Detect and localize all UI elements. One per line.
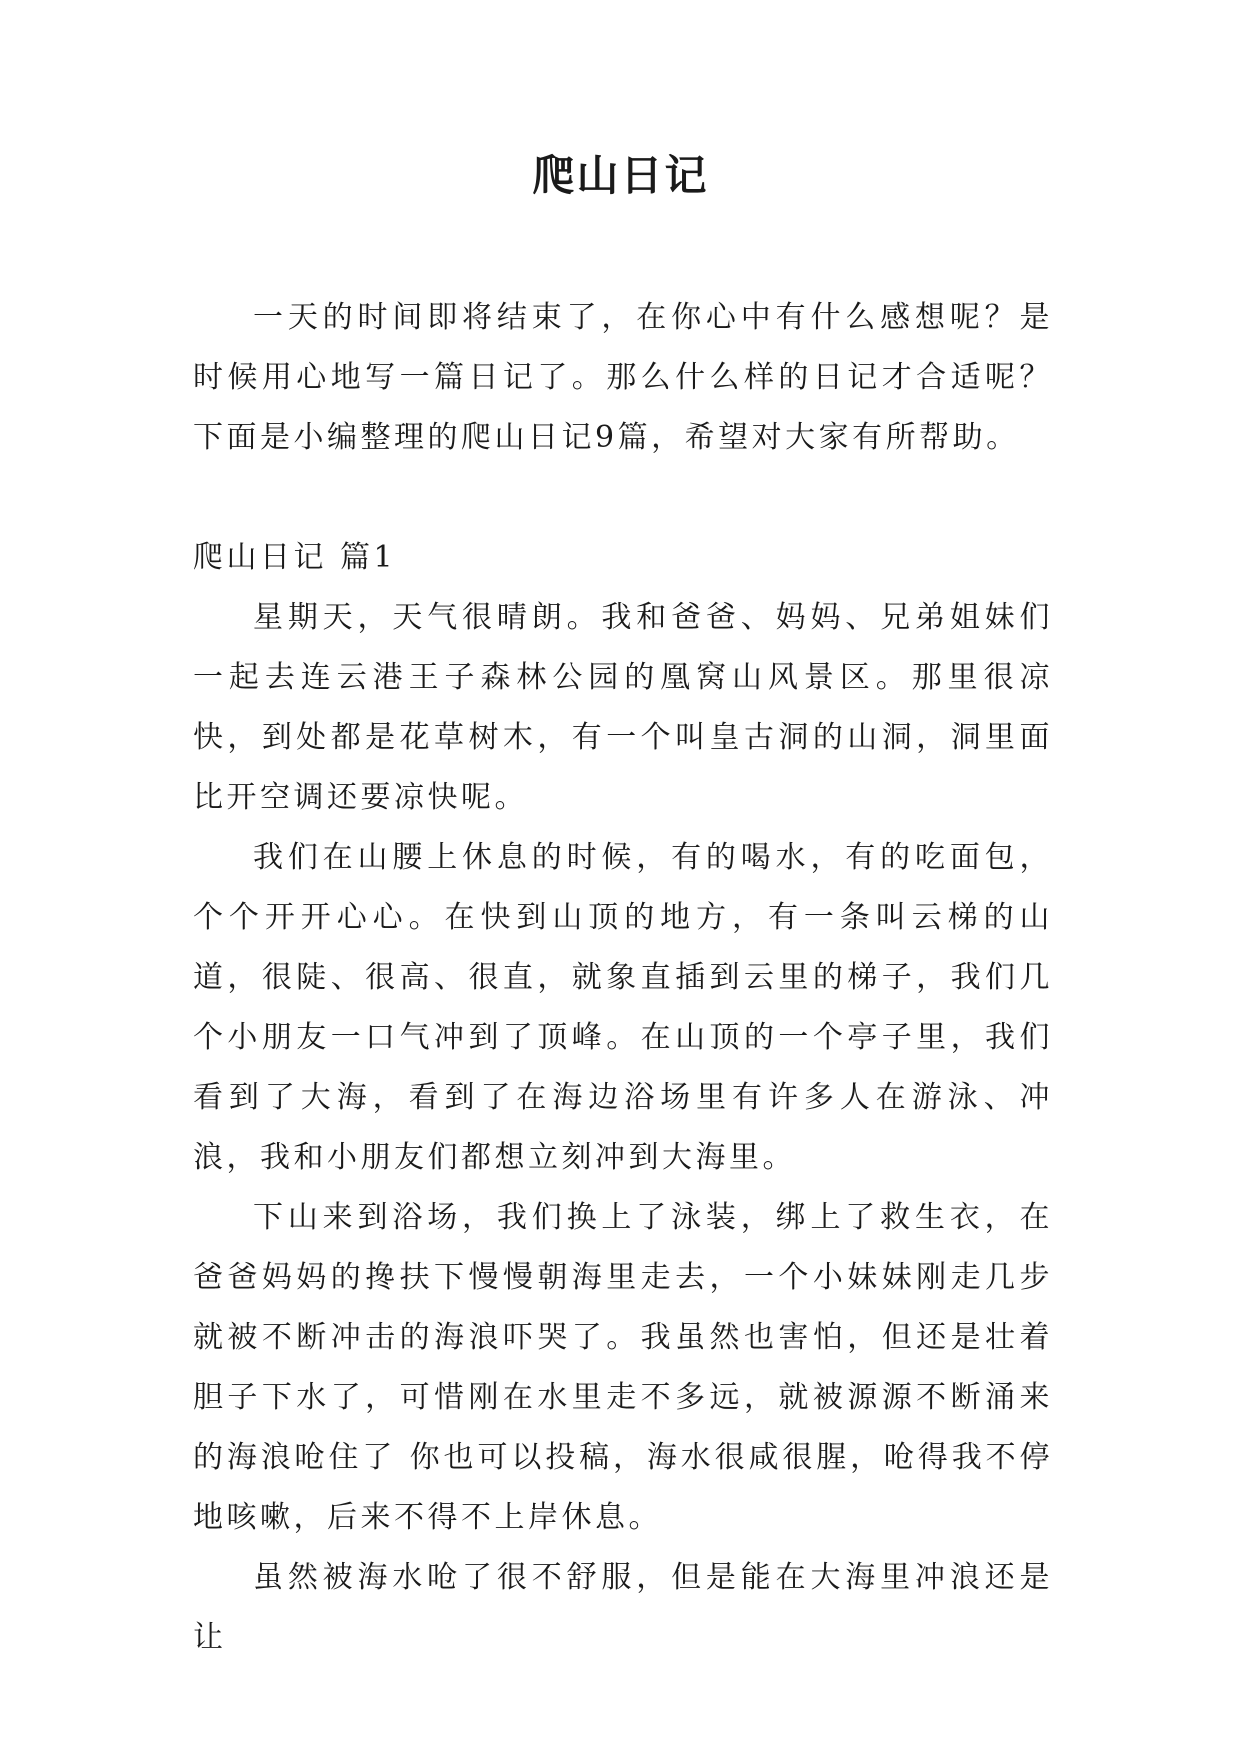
- document-title: 爬山日记: [532, 151, 709, 200]
- section-heading: 爬山日记 篇1: [193, 540, 397, 575]
- document-body: [193, 288, 1053, 1668]
- body-paragraph-2: 我们在山腰上休息的时候，有的喝水，有的吃面包，个个开开心心。在快到山顶的地方，有一条叫云梯的山道，很陡、很高、很直，就象直插到云里的梯子，我们几个小朋友一口气冲到了顶峰。在山顶的一个亭子里，我们看到了大海，看到了在海边浴场里有许多人在游泳、冲浪，我和小朋友们都想立刻冲到大海里。: [193, 840, 1053, 1175]
- body-paragraph-4: 虽然被海水呛了很不舒服，但是能在大海里冲浪还是让: [193, 1560, 1053, 1655]
- intro-paragraph: 一天的时间即将结束了，在你心中有什么感想呢？是时候用心地写一篇日记了。那么什么样的日记才合适呢？下面是小编整理的爬山日记9篇，希望对大家有所帮助。: [193, 300, 1053, 455]
- body-paragraph-1: 星期天，天气很晴朗。我和爸爸、妈妈、兄弟姐妹们一起去连云港王子森林公园的凰窝山风景区。那里很凉快，到处都是花草树木，有一个叫皇古洞的山洞，洞里面比开空调还要凉快呢。: [193, 600, 1053, 815]
- body-paragraph-3: 下山来到浴场，我们换上了泳装，绑上了救生衣，在爸爸妈妈的搀扶下慢慢朝海里走去，一个小妹妹刚走几步就被不断冲击的海浪吓哭了。我虽然也害怕，但还是壮着胆子下水了，可惜刚在水里走不多远，就被源源不断涌来的海浪呛住了 你也可以投稿，海水很咸很腥，呛得我不停地咳嗽，后来不得不上岸休息。: [193, 1200, 1053, 1535]
